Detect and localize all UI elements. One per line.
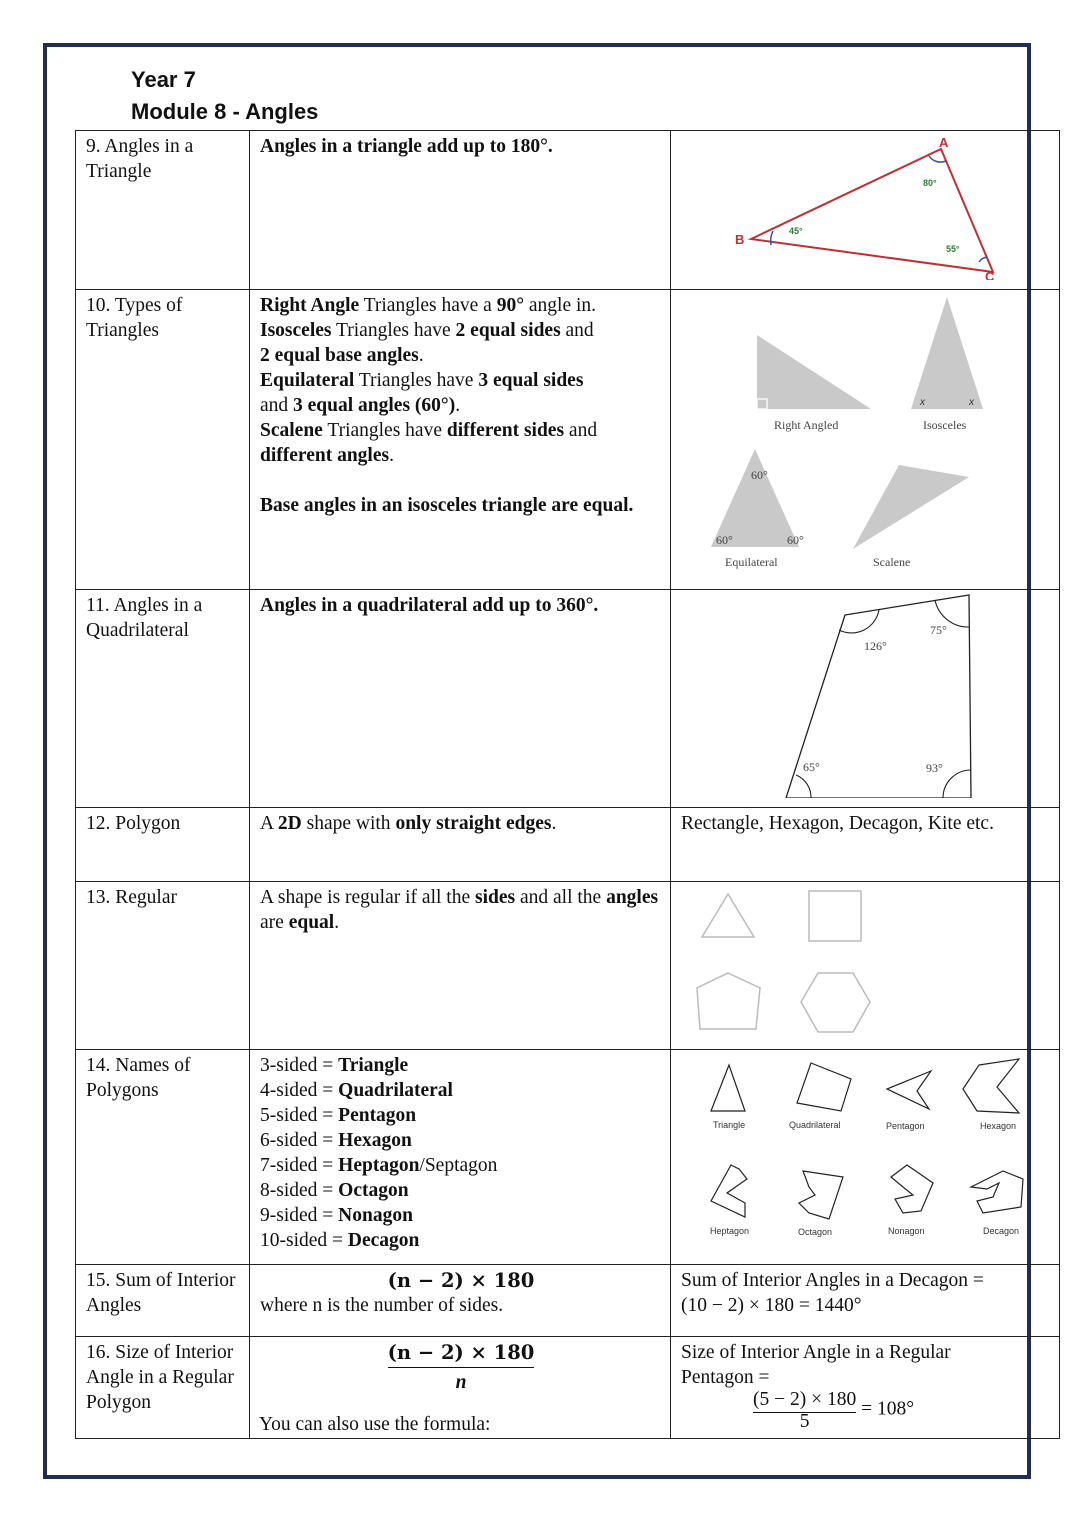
equilateral-angle-top: 60° [751,468,768,482]
polygon-examples: Rectangle, Hexagon, Decagon, Kite etc. [671,808,1060,882]
topic-cell: 10. Types of Triangles [76,290,250,590]
description-cell: A shape is regular if all the sides and all the angles are equal. [250,882,671,1050]
interior-example-fraction [681,1387,1051,1431]
description-cell: A 2D shape with only straight edges. [250,808,671,882]
label-triangle: Triangle [713,1120,746,1130]
quadrilateral-angles-diagram [681,593,1051,798]
label-right-angled: Right Angled [774,418,839,432]
description-cell: Angles in a triangle add up to 180°. [250,131,671,290]
equilateral-angle-right: 60° [787,533,804,547]
polygon-nonagon [891,1165,933,1213]
description-cell [250,1337,671,1439]
angle-label-126: 126° [864,639,887,653]
table-row [76,590,1060,808]
polygon-quadrilateral [797,1063,851,1111]
regular-triangle [702,894,754,937]
type-line-isosceles-2: 2 equal base angles. [260,345,424,366]
triangle-angles-diagram [681,134,1051,280]
interior-angle-formula [260,1340,662,1395]
table-row [76,1265,1060,1337]
topic-cell: 13. Regular [76,882,250,1050]
polygon-octagon [799,1171,843,1219]
label-heptagon: Heptagon [710,1226,750,1236]
quadrilateral-figure-cell [671,590,1060,808]
table-row [76,1050,1060,1265]
table-row [76,1337,1060,1439]
year-heading: Year 7 [131,67,196,92]
example-numerator: (5 − 2) × 180 [753,1389,857,1410]
polygon-hexagon [963,1059,1019,1113]
isosceles-mark-left: x [920,397,925,408]
topic-cell: 11. Angles in a Quadrilateral [76,590,250,808]
interior-example-line1: Size of Interior Angle in a Regular [681,1342,951,1363]
equilateral-angle-left: 60° [716,533,733,547]
triangle-figure-cell [671,131,1060,290]
angle-arc-93 [943,770,971,798]
regular-square [809,891,861,941]
polygon-name-5: 5-sided = Pentagon [260,1105,417,1126]
label-pentagon: Pentagon [886,1121,925,1131]
regular-pentagon [697,973,760,1029]
angle-label-b: 45° [789,226,803,236]
module-heading: Module 8 - Angles [131,99,319,124]
fraction-bar [388,1367,535,1368]
type-line-isosceles: Isosceles Triangles have 2 equal sides and [260,320,594,341]
topic-cell: 9. Angles in a Triangle [76,131,250,290]
polygon-name-3: 3-sided = Triangle [260,1055,409,1076]
angle-label-93: 93° [926,761,943,775]
sum-example-line2: (10 − 2) × 180 = 1440° [681,1295,862,1316]
sum-example-line1: Sum of Interior Angles in a Decagon = [681,1270,984,1291]
right-angled-triangle [757,335,871,409]
polygon-name-6: 6-sided = Hexagon [260,1130,412,1151]
angle-arc-65 [796,775,811,798]
triangle-types-figure-cell [671,290,1060,590]
description-cell: Angles in a quadrilateral add up to 360°. [250,590,671,808]
label-hexagon: Hexagon [980,1121,1017,1131]
description-cell [250,1265,671,1337]
topic-cell: 15. Sum of Interior Angles [76,1265,250,1337]
isosceles-triangle [911,297,983,409]
sum-example-cell [671,1265,1060,1337]
label-equilateral: Equilateral [725,555,778,569]
interior-example-line2: Pentagon = [681,1367,770,1388]
topic-cell: 14. Names of Polygons [76,1050,250,1265]
polygon-name-9: 9-sided = Nonagon [260,1205,413,1226]
topic-cell: 12. Polygon [76,808,250,882]
angle-arc-126 [839,610,879,633]
polygon-name-7: 7-sided = Heptagon/Septagon [260,1155,498,1176]
vertex-label-c: C [985,269,995,280]
type-line-scalene-2: different angles. [260,445,394,466]
polygon-names-figure-cell [671,1050,1060,1265]
polygon-triangle [711,1065,745,1111]
table-row [76,808,1060,882]
sum-formula: (n − 2) × 180 [387,1269,535,1292]
regular-hexagon [801,973,870,1032]
regular-shapes-diagram [681,885,1051,1040]
description-cell [250,290,671,590]
type-line-equilateral: Equilateral Triangles have 3 equal sides [260,370,584,391]
scalene-triangle [853,465,969,549]
label-decagon: Decagon [983,1226,1020,1236]
table-row [76,882,1060,1050]
sum-formula-note: where n is the number of sides. [260,1295,504,1316]
formula-numerator: (n − 2) × 180 [387,1341,535,1364]
angle-arc-c [979,257,987,262]
table-row [76,290,1060,590]
interior-angle-example-cell [671,1337,1060,1439]
regular-shapes-figure-cell [671,882,1060,1050]
polygon-name-8: 8-sided = Octagon [260,1180,409,1201]
polygon-heptagon [711,1165,747,1217]
polygon-name-4: 4-sided = Quadrilateral [260,1080,453,1101]
vertex-label-a: A [939,135,949,150]
polygon-name-10: 10-sided = Decagon [260,1230,420,1251]
knowledge-table [75,130,1060,1439]
angle-label-c: 55° [946,244,960,254]
also-formula-note: You can also use the formula: [259,1414,491,1435]
angle-label-a: 80° [923,178,937,188]
formula-denominator: n [455,1372,467,1393]
type-line-equilateral-2: and 3 equal angles (60°). [260,395,461,416]
polygon-decagon [971,1171,1023,1213]
topic-cell: 16. Size of Interior Angle in a Regular Polygon [76,1337,250,1439]
isosceles-mark-right: x [969,397,974,408]
triangle-types-diagram [681,293,1051,580]
example-denominator: 5 [799,1411,810,1432]
type-line-right-angle: Right Angle Triangles have a 90° angle in. [260,295,597,316]
polygon-names-diagram [681,1053,1051,1255]
label-nonagon: Nonagon [888,1226,925,1236]
base-angles-note: Base angles in an isosceles triangle are equal. [260,495,634,516]
example-result: = 108° [861,1398,915,1420]
table-row [76,131,1060,290]
label-scalene: Scalene [873,555,911,569]
vertex-label-b: B [735,232,745,247]
label-octagon: Octagon [798,1227,833,1237]
label-isosceles: Isosceles [923,418,967,432]
polygon-pentagon [887,1071,931,1109]
label-quadrilateral: Quadrilateral [789,1120,841,1130]
type-line-scalene: Scalene Triangles have different sides and [260,420,598,441]
angle-label-75: 75° [930,623,947,637]
angle-label-65: 65° [803,760,820,774]
description-cell [250,1050,671,1265]
